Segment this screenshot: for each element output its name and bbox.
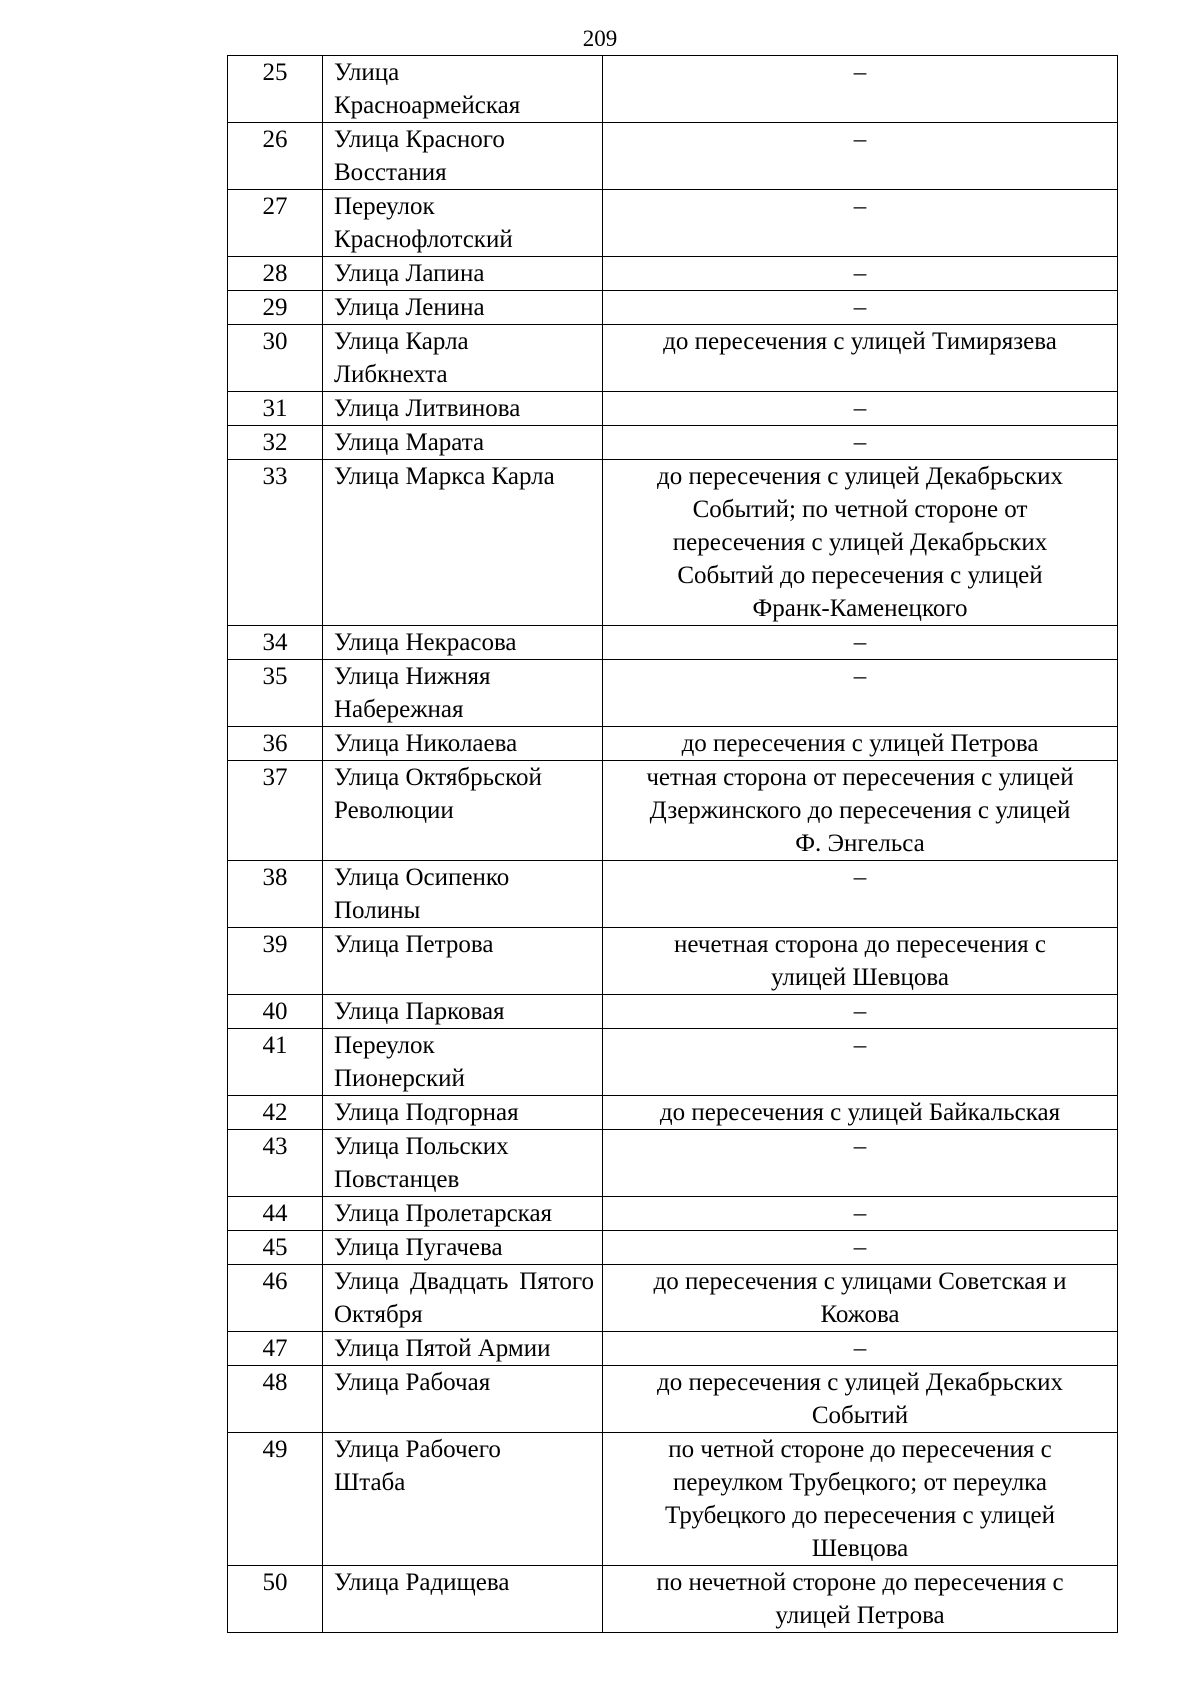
street-name: Улица Радищева [323, 1566, 603, 1633]
row-number: 45 [228, 1231, 323, 1265]
table-row [228, 123, 1118, 190]
row-number: 41 [228, 1029, 323, 1096]
table-row [228, 56, 1118, 123]
street-name: Улица Некрасова [323, 626, 603, 660]
street-name: Улица Марата [323, 426, 603, 460]
boundary-note: – [603, 392, 1118, 426]
row-number: 26 [228, 123, 323, 190]
boundary-note: до пересечения с улицами Советская и Кожова [603, 1265, 1118, 1332]
row-number: 27 [228, 190, 323, 257]
table-row [228, 1433, 1118, 1566]
boundary-note: нечетная сторона до пересечения с улицей Шевцова [603, 928, 1118, 995]
boundary-note: – [603, 257, 1118, 291]
row-number: 32 [228, 426, 323, 460]
row-number: 42 [228, 1096, 323, 1130]
street-name: Улица Петрова [323, 928, 603, 995]
boundary-note: – [603, 995, 1118, 1029]
row-number: 29 [228, 291, 323, 325]
street-name: Улица Лапина [323, 257, 603, 291]
table-row [228, 626, 1118, 660]
boundary-note: по четной стороне до пересечения с переулком Трубецкого; от переулка Трубецкого до пересечения с улицей Шевцова [603, 1433, 1118, 1566]
table-row [228, 1366, 1118, 1433]
row-number: 39 [228, 928, 323, 995]
street-name: Улица Николаева [323, 727, 603, 761]
table-row [228, 257, 1118, 291]
street-name: Улица Нижняя Набережная [323, 660, 603, 727]
boundary-note: – [603, 626, 1118, 660]
table-row [228, 861, 1118, 928]
street-name: Улица Литвинова [323, 392, 603, 426]
boundary-note: – [603, 1029, 1118, 1096]
boundary-note: – [603, 1332, 1118, 1366]
table-row [228, 1566, 1118, 1633]
street-name: Улица Польских Повстанцев [323, 1130, 603, 1197]
boundary-note: до пересечения с улицей Декабрьских Событий; по четной стороне от пересечения с улицей Декабрьских Событий до пересечения с улицей Франк-Каменецкого [603, 460, 1118, 626]
page-number: 209 [582, 26, 618, 51]
table-row [228, 727, 1118, 761]
table-row [228, 1265, 1118, 1332]
table-row [228, 1029, 1118, 1096]
row-number: 35 [228, 660, 323, 727]
boundary-note: – [603, 56, 1118, 123]
row-number: 30 [228, 325, 323, 392]
streets-table [227, 55, 1118, 1633]
street-name: Улица Пугачева [323, 1231, 603, 1265]
boundary-note: – [603, 123, 1118, 190]
street-name: Улица Ленина [323, 291, 603, 325]
boundary-note: – [603, 660, 1118, 727]
table-row [228, 392, 1118, 426]
row-number: 40 [228, 995, 323, 1029]
boundary-note: до пересечения с улицей Петрова [603, 727, 1118, 761]
street-name: Улица Подгорная [323, 1096, 603, 1130]
row-number: 46 [228, 1265, 323, 1332]
street-name: Улица Октябрьской Революции [323, 761, 603, 861]
row-number: 48 [228, 1366, 323, 1433]
row-number: 44 [228, 1197, 323, 1231]
boundary-note: до пересечения с улицей Байкальская [603, 1096, 1118, 1130]
row-number: 38 [228, 861, 323, 928]
row-number: 49 [228, 1433, 323, 1566]
row-number: 50 [228, 1566, 323, 1633]
table-row [228, 1197, 1118, 1231]
street-name: Улица Рабочего Штаба [323, 1433, 603, 1566]
row-number: 37 [228, 761, 323, 861]
row-number: 34 [228, 626, 323, 660]
street-name: Улица Карла Либкнехта [323, 325, 603, 392]
street-name: Улица Рабочая [323, 1366, 603, 1433]
row-number: 31 [228, 392, 323, 426]
boundary-note: до пересечения с улицей Тимирязева [603, 325, 1118, 392]
table-row [228, 995, 1118, 1029]
street-name: Улица Парковая [323, 995, 603, 1029]
table-row [228, 660, 1118, 727]
table-row [228, 291, 1118, 325]
table-row [228, 460, 1118, 626]
boundary-note: по нечетной стороне до пересечения с улицей Петрова [603, 1566, 1118, 1633]
table-row [228, 1130, 1118, 1197]
street-name: Улица Маркса Карла [323, 460, 603, 626]
boundary-note: – [603, 190, 1118, 257]
boundary-note: – [603, 1130, 1118, 1197]
street-name: Улица Осипенко Полины [323, 861, 603, 928]
table-row [228, 190, 1118, 257]
boundary-note: – [603, 1231, 1118, 1265]
table-row [228, 426, 1118, 460]
street-name: Улица Двадцать Пятого Октября [323, 1265, 603, 1332]
street-name: Переулок Пионерский [323, 1029, 603, 1096]
boundary-note: до пересечения с улицей Декабрьских Событий [603, 1366, 1118, 1433]
row-number: 36 [228, 727, 323, 761]
boundary-note: четная сторона от пересечения с улицей Дзержинского до пересечения с улицей Ф. Энгельса [603, 761, 1118, 861]
boundary-note: – [603, 291, 1118, 325]
table-row [228, 1231, 1118, 1265]
table-row [228, 1332, 1118, 1366]
table-row [228, 325, 1118, 392]
row-number: 43 [228, 1130, 323, 1197]
street-name: Улица Красного Восстания [323, 123, 603, 190]
row-number: 25 [228, 56, 323, 123]
row-number: 28 [228, 257, 323, 291]
street-name: Улица Пятой Армии [323, 1332, 603, 1366]
street-name: Улица Пролетарская [323, 1197, 603, 1231]
row-number: 33 [228, 460, 323, 626]
street-name: Переулок Краснофлотский [323, 190, 603, 257]
street-name: Улица Красноармейская [323, 56, 603, 123]
table-row [228, 1096, 1118, 1130]
boundary-note: – [603, 1197, 1118, 1231]
boundary-note: – [603, 861, 1118, 928]
boundary-note: – [603, 426, 1118, 460]
table-row [228, 928, 1118, 995]
table-row [228, 761, 1118, 861]
row-number: 47 [228, 1332, 323, 1366]
